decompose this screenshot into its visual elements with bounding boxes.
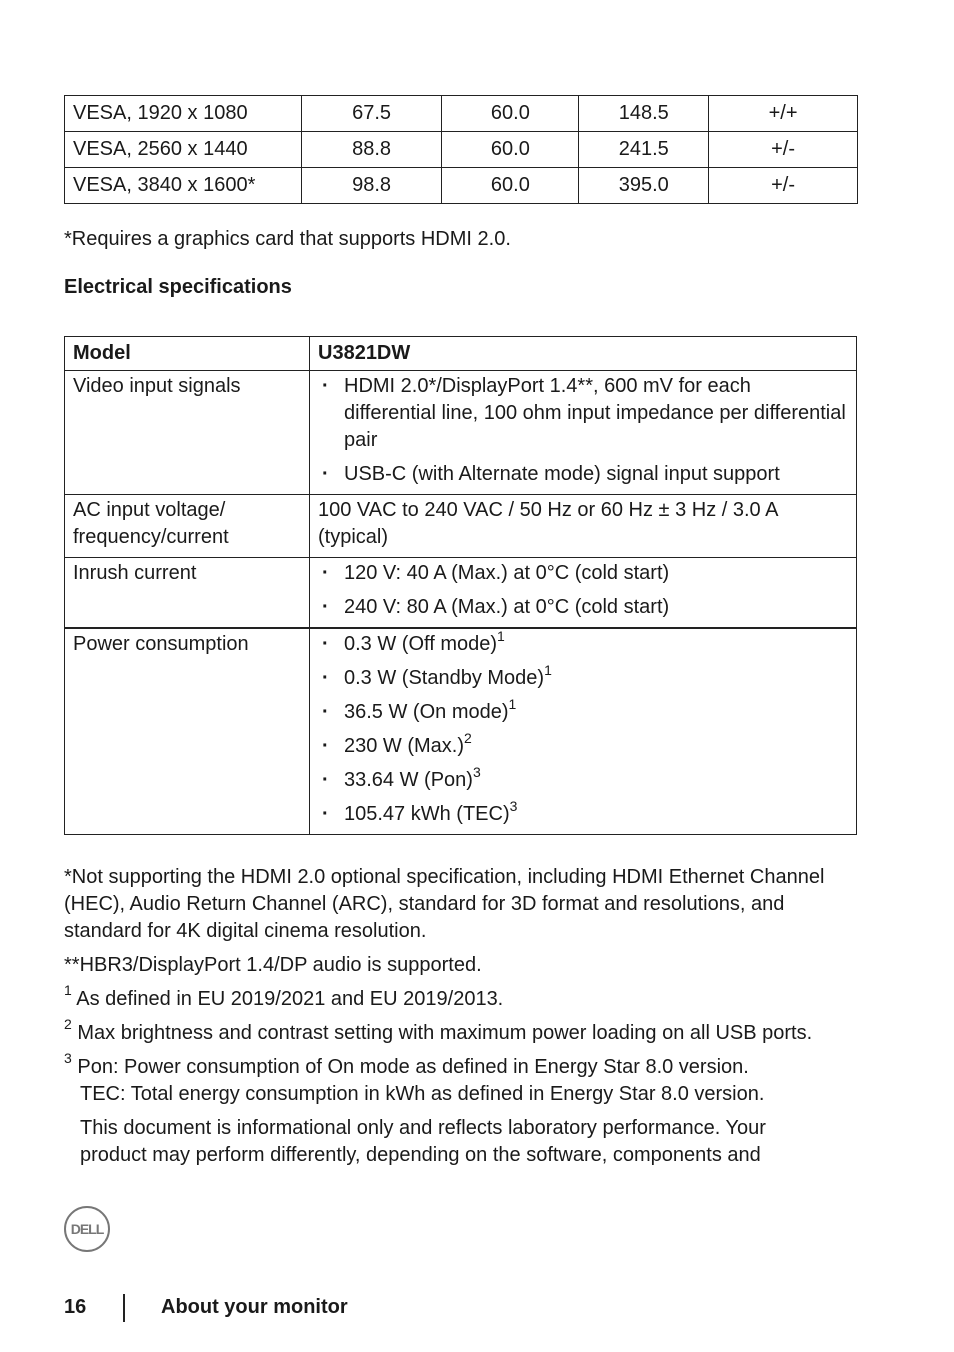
table-cell: 395.0 [579, 168, 709, 204]
footnote-text: Max brightness and contrast setting with maximum power loading on all USB ports. [71, 1022, 813, 1044]
table-cell: +/- [709, 132, 858, 168]
hdmi-footnote: *Requires a graphics card that supports HDMI 2.0. [64, 228, 511, 250]
footnote-mark: 2 [464, 730, 472, 746]
list-item: · HDMI 2.0*/DisplayPort 1.4**, 600 mV for each differential line, 100 ohm input impedance per differential pair [318, 373, 848, 454]
list-item: · USB-C (with Alternate mode) signal input support [318, 461, 848, 488]
video-input-value [310, 371, 857, 495]
list-item [318, 628, 848, 658]
page-number: 16 [64, 1296, 87, 1318]
table-header-row [65, 337, 857, 371]
model-label: Model [65, 337, 310, 371]
footnote-text: Pon: Power consumption of On mode as defined in Energy Star 8.0 version. [71, 1056, 749, 1078]
footnote-text: As defined in EU 2019/2021 and EU 2019/2013. [71, 988, 504, 1010]
hdmi-note: *Not supporting the HDMI 2.0 optional specification, including HDMI Ethernet Channel (HEC), Audio Return Channel (ARC), standard for 3D format and resolutions, and standard for 4K digital cinema resolution. [64, 866, 825, 942]
power-item-text: 36.5 W (On mode) [344, 701, 509, 723]
section-heading: Electrical specifications [64, 276, 292, 298]
table-cell: 148.5 [579, 96, 709, 132]
video-input-label: Video input signals [65, 371, 310, 495]
tec-note: TEC: Total energy consumption in kWh as defined in Energy Star 8.0 version. [80, 1083, 765, 1105]
table-row [65, 132, 858, 168]
table-row [65, 168, 858, 204]
timing-table [64, 95, 858, 204]
table-cell: 67.5 [301, 96, 442, 132]
power-item-text: 0.3 W (Standby Mode) [344, 667, 545, 689]
footnote-mark: 3 [64, 1050, 72, 1066]
table-cell: 60.0 [442, 168, 579, 204]
table-cell: VESA, 1920 x 1080 [65, 96, 302, 132]
list-item [318, 730, 848, 760]
dell-logo: DELL [64, 1206, 110, 1252]
notes-section [64, 864, 834, 1176]
footnote-mark: 1 [544, 662, 552, 678]
table-row [65, 628, 857, 835]
list-item: · 240 V: 80 A (Max.) at 0°C (cold start) [318, 594, 848, 621]
hbr3-note: **HBR3/DisplayPort 1.4/DP audio is supported. [64, 954, 482, 976]
footnote-mark: 3 [509, 798, 518, 814]
power-item-text: 0.3 W (Off mode) [344, 633, 498, 655]
power-label: Power consumption [65, 628, 310, 835]
list-item: · 120 V: 40 A (Max.) at 0°C (cold start) [318, 560, 848, 587]
table-cell: 60.0 [442, 132, 579, 168]
footnote-mark: 3 [472, 764, 481, 780]
model-value: U3821DW [310, 337, 857, 371]
table-row [65, 495, 857, 558]
footnote-1 [64, 982, 834, 1013]
power-item-text: 230 W (Max.) [344, 735, 465, 757]
table-cell: VESA, 2560 x 1440 [65, 132, 302, 168]
footnote-mark: 2 [64, 1016, 72, 1032]
list-item [318, 764, 848, 794]
table-cell: 241.5 [579, 132, 709, 168]
list-item [318, 662, 848, 692]
footnote-3 [64, 1050, 834, 1108]
table-cell: +/- [709, 168, 858, 204]
table-cell: 88.8 [301, 132, 442, 168]
table-cell: VESA, 3840 x 1600* [65, 168, 302, 204]
ac-input-value: 100 VAC to 240 VAC / 50 Hz or 60 Hz ± 3 Hz / 3.0 A (typical) [310, 495, 857, 558]
inrush-value [310, 558, 857, 629]
inrush-label: Inrush current [65, 558, 310, 629]
ac-input-label: AC input voltage/ frequency/current [65, 495, 310, 558]
power-value [310, 628, 857, 835]
table-row [65, 558, 857, 629]
table-cell: 60.0 [442, 96, 579, 132]
disclaimer: This document is informational only and reflects laboratory performance. Your product may perform differently, depending on the software, components and [80, 1117, 766, 1166]
footnote-mark: 1 [497, 628, 505, 644]
footnote-2 [64, 1016, 834, 1047]
footer-title: About your monitor [161, 1296, 348, 1318]
power-item-text: 33.64 W (Pon) [344, 769, 473, 791]
footnote-mark: 1 [508, 696, 517, 712]
electrical-specs-table [64, 336, 857, 835]
list-item [318, 696, 848, 726]
power-item-text: 105.47 kWh (TEC) [344, 803, 510, 825]
table-cell: 98.8 [301, 168, 442, 204]
table-cell: +/+ [709, 96, 858, 132]
footer-divider [123, 1294, 125, 1322]
footnote-mark: 1 [64, 982, 72, 998]
table-row [65, 96, 858, 132]
table-row [65, 371, 857, 495]
list-item [318, 798, 848, 828]
